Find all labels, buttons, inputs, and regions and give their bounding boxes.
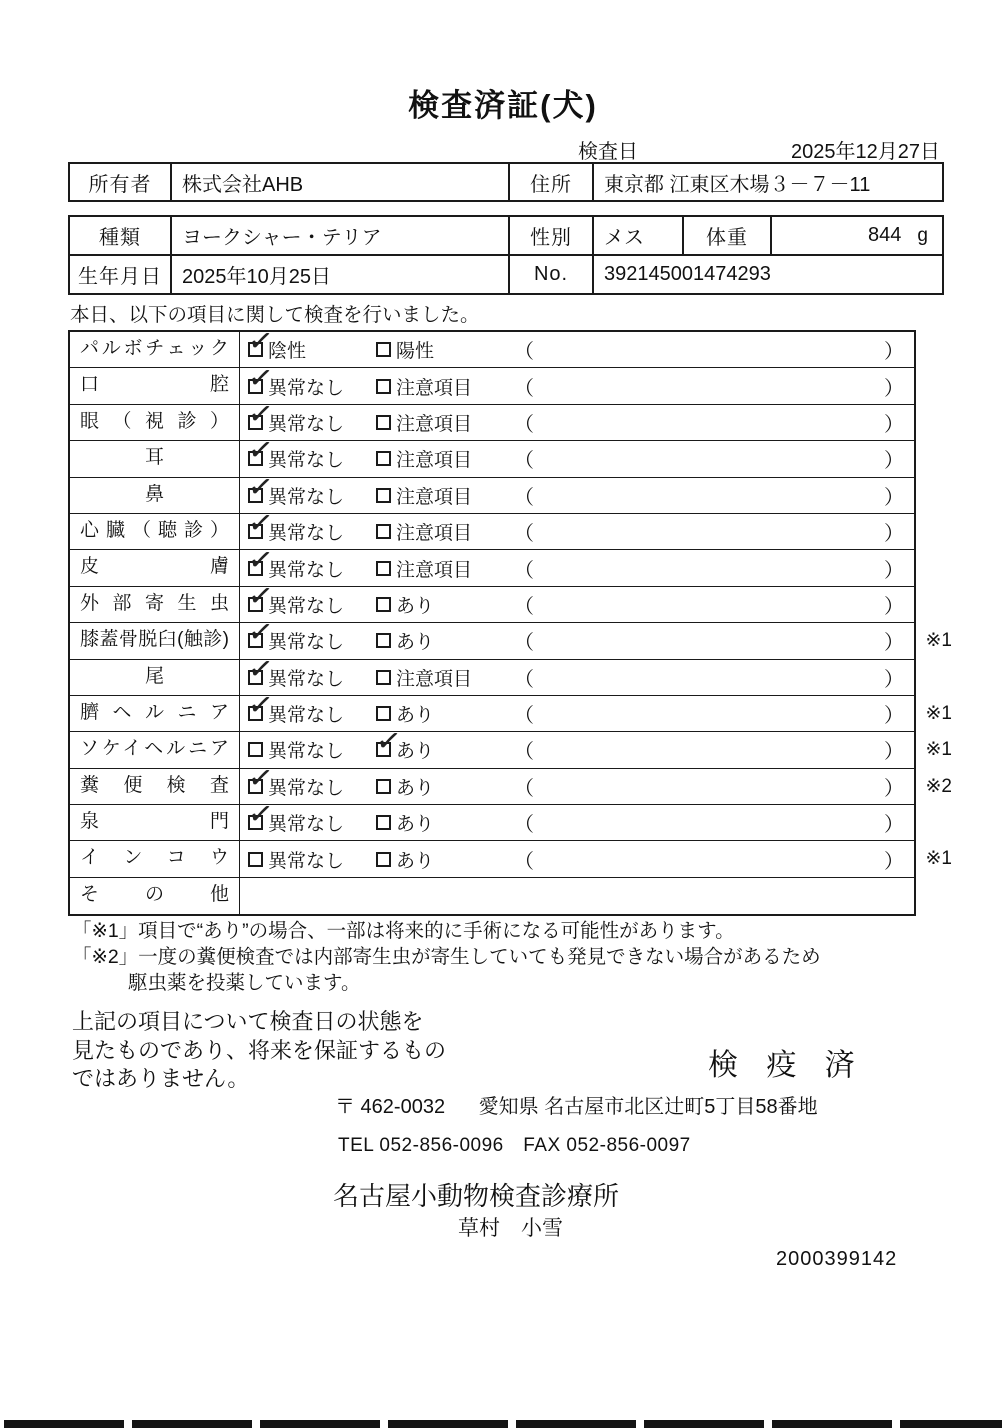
check-mark-icon: ✓ [245, 578, 276, 615]
check-row [70, 760, 952, 805]
check-row [70, 651, 914, 696]
checkbox-label: 異常なし [268, 595, 345, 617]
check-row [70, 723, 952, 768]
checkbox[interactable] [245, 359, 276, 397]
remarks-field [514, 372, 914, 401]
checkbox-option[interactable] [376, 409, 514, 436]
paren-open: （ [514, 814, 534, 837]
sex-label: 性別 [510, 217, 594, 254]
checkbox-label: 異常なし [268, 559, 345, 581]
clinic-address: 愛知県 名古屋市北区辻町5丁目58番地 [478, 1096, 818, 1118]
weight-label: 体重 [684, 217, 772, 254]
check-mark-icon: ✓ [245, 687, 276, 724]
inspection-date-label: 検査日 [578, 141, 638, 163]
paren-close: ） [884, 450, 904, 473]
weight-unit: g [917, 224, 928, 246]
check-row [70, 432, 914, 477]
check-item-label: 皮膚 [70, 550, 240, 585]
checkbox-label: 陰性 [268, 341, 307, 363]
checkbox-label: あり [396, 814, 435, 836]
check-row-body [240, 323, 914, 367]
checkbox[interactable] [245, 541, 276, 579]
checkbox[interactable] [376, 597, 391, 612]
checkbox[interactable] [376, 415, 391, 430]
checkbox-option[interactable] [245, 469, 376, 509]
check-item-label: 鼻 [70, 478, 240, 513]
remarks-field [514, 517, 914, 546]
checkbox-label: あり [396, 777, 435, 799]
check-row [70, 687, 952, 732]
check-row-body [240, 796, 914, 840]
intro-text: 本日、以下の項目に関して検査を行いました。 [70, 304, 480, 326]
paren-close: ） [884, 341, 904, 364]
check-row [70, 396, 914, 441]
note-reference-mark: ※1 [925, 630, 952, 652]
check-mark-icon: ✓ [245, 651, 276, 688]
checkbox[interactable] [373, 723, 404, 761]
check-row [70, 541, 914, 586]
check-row [70, 469, 914, 514]
paren-open: （ [514, 741, 534, 764]
checkbox-option[interactable] [376, 445, 514, 472]
page-title: 検査済証(犬) [408, 88, 598, 123]
disclaimer-line-2: 見たものであり、将来を保証するもの [72, 1037, 447, 1063]
checkbox-option[interactable] [245, 541, 376, 582]
check-item-label: その他 [70, 878, 240, 914]
paren-open: （ [514, 632, 534, 655]
checkbox[interactable] [245, 687, 276, 724]
remarks-field [514, 335, 914, 364]
note-reference-mark: ※1 [925, 702, 952, 724]
paren-close: ） [884, 523, 904, 546]
checkbox-option[interactable] [248, 846, 376, 873]
checkbox-option[interactable] [245, 651, 376, 691]
checkbox-label: あり [396, 705, 435, 727]
paren-open: （ [514, 377, 534, 400]
check-item-label: 膝蓋骨脱臼(触診) [70, 623, 240, 658]
quarantine-stamp: 検 疫 済 [708, 1049, 865, 1082]
check-mark-icon: ✓ [245, 432, 276, 469]
check-item-label: 眼（視診） [70, 405, 240, 440]
remarks-field [514, 626, 914, 655]
inspection-date-value: 2025年12月27日 [791, 141, 940, 163]
check-item-label: 泉門 [70, 805, 240, 840]
checkbox-label: 異常なし [268, 705, 345, 727]
remarks-field [514, 845, 914, 874]
checkbox-label: 注意項目 [396, 486, 473, 508]
checkbox-label: 異常なし [268, 777, 345, 799]
disclaimer [72, 1008, 446, 1094]
checkbox-label: 異常なし [268, 668, 345, 690]
checkbox-option[interactable] [376, 336, 514, 363]
checkbox[interactable] [245, 505, 276, 542]
check-mark-icon: ✓ [245, 396, 276, 433]
paren-open: （ [514, 777, 534, 800]
note-reference-mark: ※1 [925, 739, 952, 761]
check-row-body [240, 687, 914, 731]
check-mark-icon: ✓ [373, 723, 404, 761]
check-item-label: 尾 [70, 660, 240, 695]
checkbox-label: 注意項目 [396, 450, 473, 472]
checkbox[interactable] [376, 633, 391, 648]
checkbox[interactable] [376, 342, 391, 357]
check-row [70, 614, 952, 659]
owner-table [68, 162, 944, 202]
checkbox[interactable] [376, 852, 391, 867]
checkbox-option[interactable] [376, 591, 514, 618]
checkbox-label: 異常なし [268, 377, 345, 399]
checkbox[interactable] [245, 796, 276, 833]
paren-close: ） [884, 377, 904, 400]
paren-open: （ [514, 850, 534, 873]
remarks-field [514, 808, 914, 837]
checkbox-label: あり [396, 741, 435, 763]
check-item-label: 臍ヘルニア [70, 696, 240, 731]
pet-table [68, 215, 944, 295]
paren-open: （ [514, 559, 534, 582]
pet-row-1 [70, 217, 942, 256]
scan-artifact-strip [4, 1420, 1002, 1428]
footnote-2-cont: 駆虫薬を投薬しています。 [128, 972, 361, 994]
paren-open: （ [514, 341, 534, 364]
paren-open: （ [514, 486, 534, 509]
check-item-label: 口腔 [70, 368, 240, 403]
owner-label: 所有者 [70, 164, 172, 200]
checkbox-option[interactable] [245, 505, 376, 545]
paren-open: （ [514, 705, 534, 728]
checkbox[interactable] [376, 561, 391, 576]
checkbox[interactable] [376, 706, 391, 721]
remarks-field [514, 481, 914, 510]
paren-close: ） [884, 595, 904, 618]
checkbox-label: 注意項目 [396, 559, 473, 581]
veterinarian-name: 草村 小雪 [458, 1217, 563, 1240]
check-mark-icon: ✓ [245, 541, 276, 579]
paren-close: ） [884, 632, 904, 655]
checkbox[interactable] [245, 651, 276, 688]
checkbox-label: 異常なし [268, 486, 345, 508]
checkbox-option[interactable] [376, 627, 514, 654]
check-row-body [240, 469, 914, 513]
checkbox[interactable] [248, 742, 263, 757]
owner-row [70, 164, 942, 200]
clinic-address-line [335, 1090, 818, 1119]
remarks-field [514, 444, 914, 473]
checkbox-option[interactable] [245, 432, 376, 472]
check-row-body [240, 760, 914, 804]
checkbox-option[interactable] [376, 664, 514, 691]
checkbox-label: 注意項目 [396, 413, 473, 435]
checkbox-option[interactable] [245, 578, 376, 618]
sex-value: メス [594, 217, 684, 254]
checkbox[interactable] [376, 524, 391, 539]
no-value: 392145001474293 [604, 263, 771, 285]
checkbox[interactable] [376, 451, 391, 466]
check-row [70, 359, 914, 404]
checkbox[interactable] [376, 779, 391, 794]
check-item-label: 耳 [70, 441, 240, 476]
remarks-field [514, 772, 914, 801]
note-reference-mark: ※2 [925, 775, 952, 797]
checkbox-option[interactable] [376, 773, 514, 800]
check-mark-icon: ✓ [245, 323, 276, 360]
checkbox-label: 陽性 [396, 341, 435, 363]
pet-row-2 [70, 256, 942, 293]
clinic-name: 名古屋小動物検査診療所 [333, 1181, 620, 1211]
check-row [70, 505, 914, 550]
checkbox-option[interactable] [376, 700, 514, 727]
paren-close: ） [884, 777, 904, 800]
check-row-body [240, 396, 914, 440]
serial-number: 2000399142 [776, 1248, 898, 1270]
paren-close: ） [884, 668, 904, 691]
weight-value-cell [772, 217, 942, 254]
check-mark-icon: ✓ [245, 469, 276, 506]
checkbox[interactable] [376, 815, 391, 830]
paren-open: （ [514, 413, 534, 436]
breed-label: 種類 [70, 217, 172, 254]
check-item-label: インコウ [70, 841, 240, 876]
check-row-body [240, 841, 914, 876]
check-row-body [240, 614, 914, 658]
remarks-field [514, 590, 914, 619]
checkbox-option[interactable] [245, 396, 376, 436]
paren-close: ） [884, 741, 904, 764]
paren-close: ） [884, 814, 904, 837]
checkbox-label: 異常なし [268, 741, 345, 763]
footnotes [72, 918, 821, 996]
check-row-body [240, 432, 914, 476]
checkbox[interactable] [245, 614, 276, 651]
owner-value: 株式会社AHB [172, 164, 510, 200]
check-row-body [240, 878, 914, 914]
check-mark-icon: ✓ [245, 505, 276, 542]
checkbox-option[interactable] [376, 555, 514, 582]
checkbox[interactable] [245, 760, 276, 797]
checkbox-option[interactable] [376, 482, 514, 509]
paren-open: （ [514, 523, 534, 546]
check-row-body [240, 578, 914, 622]
check-mark-icon: ✓ [245, 796, 276, 833]
check-row-body [240, 359, 914, 403]
checkbox[interactable] [245, 323, 276, 360]
disclaimer-line-3: ではありません。 [72, 1066, 250, 1091]
checkbox-label: あり [396, 632, 435, 654]
birth-label: 生年月日 [70, 256, 172, 293]
check-mark-icon: ✓ [245, 359, 276, 397]
checkbox-option[interactable] [376, 518, 514, 545]
checkbox[interactable] [245, 578, 276, 615]
check-row-body [240, 651, 914, 695]
checkbox-label: 異常なし [268, 814, 345, 836]
checkbox-label: 注意項目 [396, 668, 473, 690]
address-label: 住所 [510, 164, 594, 200]
checkbox[interactable] [245, 432, 276, 469]
paren-close: ） [884, 850, 904, 873]
note-reference-mark: ※1 [925, 848, 952, 870]
paren-close: ） [884, 559, 904, 582]
check-row [70, 878, 914, 914]
checkbox[interactable] [376, 379, 391, 394]
checkbox-option[interactable] [245, 760, 376, 800]
checkbox-label: 異常なし [268, 450, 345, 472]
check-row [70, 578, 914, 623]
birth-value: 2025年10月25日 [172, 256, 510, 293]
check-item-label: 外部寄生虫 [70, 587, 240, 622]
remarks-field [514, 663, 914, 692]
checkbox-label: 異常なし [268, 413, 345, 435]
checkbox-option[interactable] [373, 723, 514, 763]
clinic-tel-fax: TEL 052-856-0096 FAX 052-856-0097 [338, 1135, 691, 1156]
paren-open: （ [514, 450, 534, 473]
checkbox-label: 異常なし [268, 632, 345, 654]
breed-value: ヨークシャー・テリア [172, 217, 510, 254]
remarks-field [514, 699, 914, 728]
checkbox-option[interactable] [376, 809, 514, 836]
check-item-label: ソケイヘルニア [70, 732, 240, 767]
checkbox-label: あり [396, 850, 435, 872]
footnote-1: 「※1」項目で“あり”の場合、一部は将来的に手術になる可能性があります。 [72, 920, 735, 942]
address-value: 東京都 江東区木場３－７－11 [604, 173, 871, 196]
remarks-field [514, 735, 914, 764]
disclaimer-line-1: 上記の項目について検査日の状態を [72, 1009, 424, 1034]
checkbox[interactable] [376, 670, 391, 685]
check-mark-icon: ✓ [245, 760, 276, 797]
check-row [70, 323, 914, 368]
checkbox-option[interactable] [245, 796, 376, 836]
check-row-body [240, 541, 914, 585]
check-table [68, 323, 952, 916]
check-row [70, 841, 952, 877]
checkbox[interactable] [245, 469, 276, 506]
checkbox-option[interactable] [245, 359, 376, 400]
checkbox[interactable] [248, 852, 263, 867]
check-mark-icon: ✓ [245, 614, 276, 651]
checkbox-label: 注意項目 [396, 523, 473, 545]
no-label: No. [510, 256, 594, 293]
checkbox-option[interactable] [245, 323, 376, 363]
remarks-field [514, 408, 914, 437]
checkbox-option[interactable] [376, 846, 514, 873]
postal-code: 〒 462-0032 [335, 1096, 446, 1118]
checkbox-option[interactable] [245, 614, 376, 654]
remarks-field [514, 554, 914, 583]
weight-value: 844 [868, 224, 902, 246]
checkbox-label: あり [396, 595, 435, 617]
checkbox-label: 注意項目 [396, 377, 473, 399]
checkbox-option[interactable] [248, 736, 376, 763]
checkbox-label: 異常なし [268, 850, 345, 872]
check-item-label: 心臓（聴診） [70, 514, 240, 549]
checkbox-label: 異常なし [268, 523, 345, 545]
paren-open: （ [514, 595, 534, 618]
checkbox-option[interactable] [245, 687, 376, 727]
check-row-body [240, 723, 914, 767]
check-row [70, 796, 914, 841]
paren-close: ） [884, 486, 904, 509]
footnote-2: 「※2」一度の糞便検査では内部寄生虫が寄生していても発見できない場合があるため [72, 946, 821, 968]
paren-open: （ [514, 668, 534, 691]
checkbox-option[interactable] [376, 373, 514, 400]
checkbox[interactable] [245, 396, 276, 433]
check-item-label: 糞便検査 [70, 769, 240, 804]
check-item-label: パルボチェック [70, 332, 240, 367]
checkbox[interactable] [376, 488, 391, 503]
paren-close: ） [884, 705, 904, 728]
check-row-body [240, 505, 914, 549]
paren-close: ） [884, 413, 904, 436]
